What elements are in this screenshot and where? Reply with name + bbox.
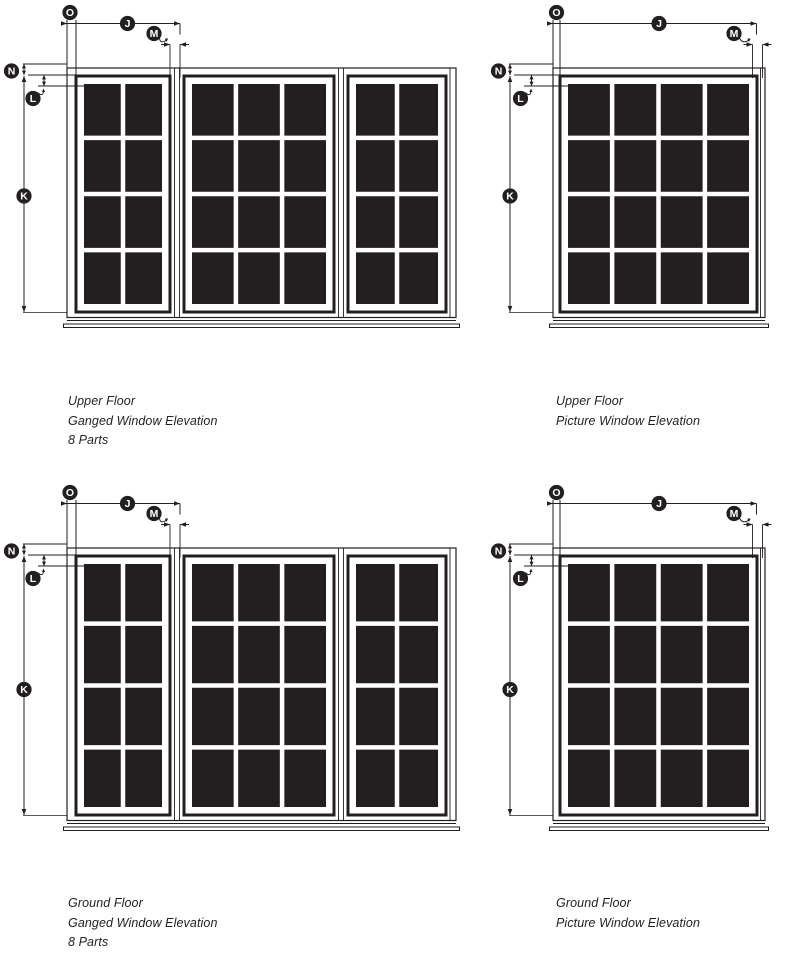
leader-l-arrow bbox=[42, 89, 45, 93]
callout-j-letter: J bbox=[124, 498, 131, 511]
leader-l-arrow bbox=[529, 569, 532, 573]
drawing-ground-floor-ganged bbox=[4, 485, 460, 831]
arrow-l-top bbox=[530, 555, 534, 559]
arrow-j-left bbox=[547, 501, 553, 506]
arrow-n-bottom bbox=[22, 71, 26, 75]
glass-pane bbox=[661, 252, 703, 304]
caption-line: Picture Window Elevation bbox=[556, 915, 701, 930]
sill-board bbox=[64, 827, 460, 831]
arrow-n-top bbox=[22, 544, 26, 548]
glass-pane bbox=[192, 626, 234, 683]
arrow-n-bottom bbox=[508, 551, 512, 555]
glass-pane bbox=[568, 140, 610, 192]
glass-pane bbox=[125, 252, 162, 304]
glass-pane bbox=[284, 626, 326, 683]
arrow-k-bottom bbox=[508, 306, 513, 312]
arrow-k-top bbox=[22, 556, 27, 562]
glass-pane bbox=[661, 750, 703, 807]
callout-l-letter: L bbox=[29, 93, 37, 106]
glass-pane bbox=[356, 750, 395, 807]
arrow-l-top bbox=[42, 75, 46, 79]
arrow-m-left bbox=[164, 42, 170, 47]
callout-m-letter: M bbox=[149, 28, 159, 41]
caption-ground-ganged bbox=[68, 894, 218, 953]
glass-pane bbox=[238, 252, 280, 304]
sill-board bbox=[64, 324, 460, 328]
glass-pane bbox=[125, 196, 162, 248]
glass-pane bbox=[399, 564, 438, 621]
glass-pane bbox=[614, 750, 656, 807]
callout-k-letter: K bbox=[20, 190, 28, 203]
glass-pane bbox=[614, 140, 656, 192]
glass-pane bbox=[84, 84, 121, 136]
arrow-m-right bbox=[180, 522, 186, 527]
glass-pane bbox=[356, 84, 395, 136]
glass-pane bbox=[707, 252, 749, 304]
arrow-j-right bbox=[751, 501, 757, 506]
glass-pane bbox=[192, 196, 234, 248]
arrow-k-top bbox=[508, 556, 513, 562]
glass-pane bbox=[356, 196, 395, 248]
glass-pane bbox=[192, 564, 234, 621]
glass-pane bbox=[568, 252, 610, 304]
arrow-n-top bbox=[508, 544, 512, 548]
arrow-n-top bbox=[22, 64, 26, 68]
callout-k-letter: K bbox=[506, 190, 514, 203]
callout-k-letter: K bbox=[20, 684, 28, 697]
arrow-k-bottom bbox=[22, 809, 27, 815]
arrow-m-left bbox=[747, 522, 753, 527]
glass-pane bbox=[707, 626, 749, 683]
glass-pane bbox=[356, 252, 395, 304]
glass-pane bbox=[356, 140, 395, 192]
glass-pane bbox=[399, 750, 438, 807]
caption-line: Ground Floor bbox=[68, 896, 143, 910]
glass-pane bbox=[568, 626, 610, 683]
glass-pane bbox=[125, 688, 162, 745]
arrow-k-bottom bbox=[22, 306, 27, 312]
caption-line: Picture Window Elevation bbox=[556, 413, 701, 428]
glass-pane bbox=[356, 564, 395, 621]
arrow-m-left bbox=[747, 42, 753, 47]
arrow-l-bottom bbox=[530, 82, 534, 86]
glass-pane bbox=[614, 84, 656, 136]
callout-l-letter: L bbox=[517, 93, 524, 106]
caption-ground-picture bbox=[556, 894, 700, 933]
glass-pane bbox=[707, 84, 749, 136]
glass-pane bbox=[707, 140, 749, 192]
glass-pane bbox=[661, 84, 703, 136]
glass-pane bbox=[399, 196, 438, 248]
glass-pane bbox=[84, 196, 121, 248]
glass-pane bbox=[125, 626, 162, 683]
arrow-l-bottom bbox=[42, 562, 46, 566]
glass-pane bbox=[356, 688, 395, 745]
callout-m-letter: M bbox=[729, 28, 739, 41]
glass-pane bbox=[84, 750, 121, 807]
arrow-j-left bbox=[61, 21, 67, 26]
glass-pane bbox=[284, 140, 326, 192]
arrow-j-right bbox=[174, 501, 180, 506]
glass-pane bbox=[399, 140, 438, 192]
glass-pane bbox=[284, 84, 326, 136]
caption-line: Ground Floor bbox=[556, 896, 631, 910]
glass-pane bbox=[192, 688, 234, 745]
arrow-l-bottom bbox=[530, 562, 534, 566]
caption-line: 8 Parts bbox=[68, 935, 109, 949]
arrow-j-left bbox=[547, 21, 553, 26]
callout-j-letter: J bbox=[656, 498, 662, 511]
glass-pane bbox=[568, 84, 610, 136]
glass-pane bbox=[707, 564, 749, 621]
callout-n-letter: N bbox=[7, 65, 16, 78]
glass-pane bbox=[284, 252, 326, 304]
callout-m-letter: M bbox=[729, 508, 739, 521]
glass-pane bbox=[661, 626, 703, 683]
glass-pane bbox=[284, 564, 326, 621]
callout-n-letter: N bbox=[494, 65, 503, 78]
arrow-l-top bbox=[530, 75, 534, 79]
glass-pane bbox=[614, 688, 656, 745]
callout-l-letter: L bbox=[29, 573, 37, 586]
glass-pane bbox=[707, 750, 749, 807]
arrow-n-top bbox=[508, 64, 512, 68]
glass-pane bbox=[284, 750, 326, 807]
callout-o-letter: O bbox=[65, 487, 75, 500]
glass-pane bbox=[238, 688, 280, 745]
callout-n-letter: N bbox=[7, 545, 16, 558]
arrow-m-left bbox=[164, 522, 170, 527]
callout-m-letter: M bbox=[149, 508, 159, 521]
glass-pane bbox=[192, 140, 234, 192]
glass-pane bbox=[399, 84, 438, 136]
glass-pane bbox=[614, 252, 656, 304]
caption-line: 8 Parts bbox=[68, 433, 109, 447]
drawing-ground-floor-picture bbox=[491, 485, 772, 831]
arrow-j-left bbox=[61, 501, 67, 506]
glass-pane bbox=[661, 196, 703, 248]
glass-pane bbox=[125, 140, 162, 192]
arrow-l-bottom bbox=[42, 82, 46, 86]
arrow-m-right bbox=[763, 42, 769, 47]
glass-pane bbox=[707, 196, 749, 248]
glass-pane bbox=[399, 688, 438, 745]
glass-pane bbox=[125, 750, 162, 807]
callout-l-letter: L bbox=[517, 573, 524, 586]
arrow-m-right bbox=[763, 522, 769, 527]
glass-pane bbox=[125, 564, 162, 621]
arrow-k-top bbox=[508, 76, 513, 82]
callout-o-letter: O bbox=[552, 7, 561, 20]
sill-board bbox=[550, 324, 769, 328]
glass-pane bbox=[84, 140, 121, 192]
callout-j-letter: J bbox=[656, 18, 662, 31]
glass-pane bbox=[238, 626, 280, 683]
glass-pane bbox=[238, 140, 280, 192]
arrow-m-right bbox=[180, 42, 186, 47]
glass-pane bbox=[707, 688, 749, 745]
glass-pane bbox=[84, 252, 121, 304]
callout-o-letter: O bbox=[552, 487, 561, 500]
arrow-j-right bbox=[174, 21, 180, 26]
sill-board bbox=[550, 827, 769, 831]
glass-pane bbox=[284, 196, 326, 248]
glass-pane bbox=[84, 626, 121, 683]
callout-o-letter: O bbox=[65, 7, 75, 20]
caption-upper-picture bbox=[556, 392, 700, 431]
caption-upper-ganged bbox=[68, 392, 218, 451]
glass-pane bbox=[192, 750, 234, 807]
glass-pane bbox=[614, 196, 656, 248]
arrow-k-top bbox=[22, 76, 27, 82]
glass-pane bbox=[399, 626, 438, 683]
arrow-j-right bbox=[751, 21, 757, 26]
leader-l-arrow bbox=[42, 569, 45, 573]
caption-line: Ganged Window Elevation bbox=[68, 413, 218, 428]
glass-pane bbox=[399, 252, 438, 304]
callout-j-letter: J bbox=[124, 18, 131, 31]
glass-pane bbox=[614, 626, 656, 683]
glass-pane bbox=[84, 564, 121, 621]
arrow-n-bottom bbox=[22, 551, 26, 555]
glass-pane bbox=[356, 626, 395, 683]
caption-line: Ganged Window Elevation bbox=[68, 915, 218, 930]
arrow-n-bottom bbox=[508, 71, 512, 75]
glass-pane bbox=[661, 564, 703, 621]
glass-pane bbox=[192, 84, 234, 136]
glass-pane bbox=[568, 196, 610, 248]
glass-pane bbox=[84, 688, 121, 745]
caption-line: Upper Floor bbox=[68, 394, 136, 408]
glass-pane bbox=[568, 750, 610, 807]
caption-line: Upper Floor bbox=[556, 394, 624, 408]
glass-pane bbox=[238, 564, 280, 621]
glass-pane bbox=[284, 688, 326, 745]
arrow-l-top bbox=[42, 555, 46, 559]
glass-pane bbox=[125, 84, 162, 136]
drawing-upper-floor-picture bbox=[491, 5, 772, 328]
glass-pane bbox=[192, 252, 234, 304]
glass-pane bbox=[614, 564, 656, 621]
callout-n-letter: N bbox=[494, 545, 503, 558]
glass-pane bbox=[661, 688, 703, 745]
arrow-k-bottom bbox=[508, 809, 513, 815]
leader-l-arrow bbox=[529, 89, 532, 93]
glass-pane bbox=[568, 688, 610, 745]
glass-pane bbox=[661, 140, 703, 192]
callout-k-letter: K bbox=[506, 684, 514, 697]
drawing-upper-floor-ganged bbox=[4, 5, 460, 328]
glass-pane bbox=[238, 84, 280, 136]
glass-pane bbox=[238, 196, 280, 248]
glass-pane bbox=[238, 750, 280, 807]
glass-pane bbox=[568, 564, 610, 621]
